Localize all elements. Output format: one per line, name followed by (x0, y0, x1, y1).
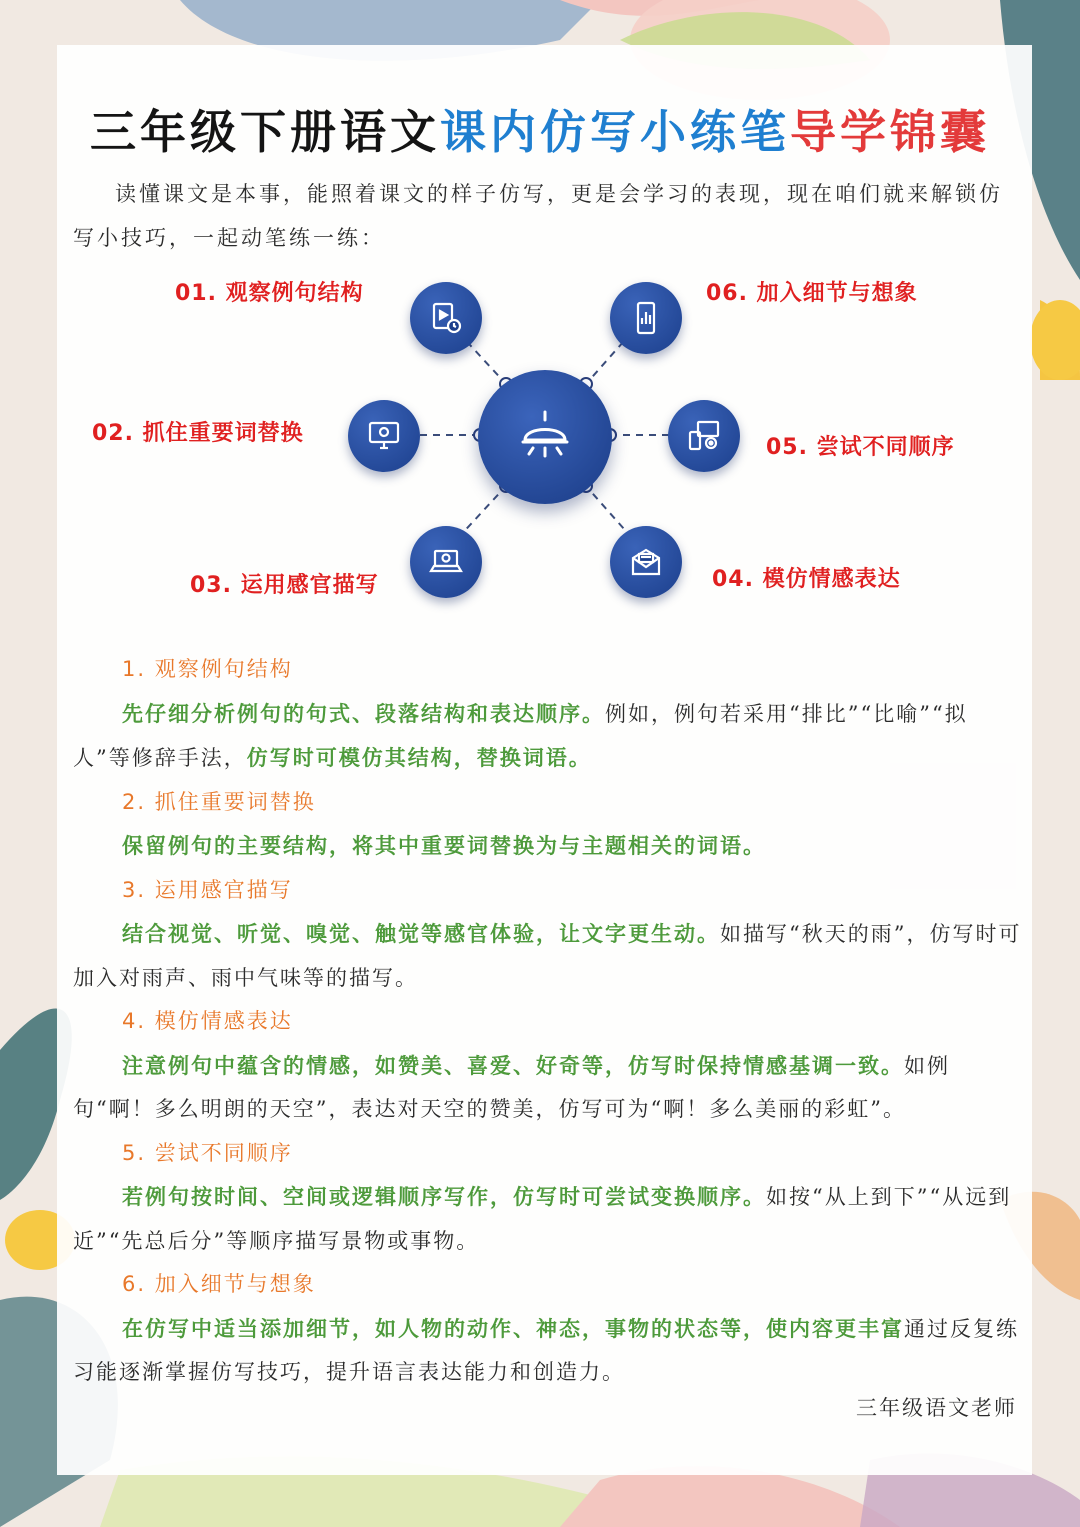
section-1-emphasis-2: 仿写时可模仿其结构，替换词语。 (246, 745, 592, 770)
section-3-emphasis: 结合视觉、听觉、嗅觉、触觉等感官体验，让文字更生动。 (122, 921, 720, 946)
intro-paragraph: 读懂课文是本事，能照着课文的样子仿写，更是会学习的表现，现在咱们就来解锁仿写小技巧，一起动笔练一练： (73, 182, 1003, 250)
video-tablet-icon (428, 300, 464, 336)
node-01 (410, 282, 482, 354)
section-1-body (73, 692, 1023, 781)
diagram-label-06: 06. 加入细节与想象 (706, 281, 918, 306)
section-6-text: 通过反复练习能逐渐掌握仿写技巧，提升语言表达能力和创造力。 (73, 1316, 1019, 1384)
phone-chart-icon (628, 300, 664, 336)
monitor-icon (366, 418, 402, 454)
section-4-heading: 4. 模仿情感表达 (122, 1009, 293, 1033)
section-5-text: 如按“从上到下”“从远到近”“先总后分”等顺序描写景物或事物。 (73, 1185, 1012, 1253)
section-1-text: 例如，例句若采用“排比”“比喻”“拟人”等修辞手法， (73, 701, 968, 770)
page-title (0, 100, 1080, 164)
section-1-emphasis: 先仔细分析例句的句式、段落结构和表达顺序。 (122, 700, 605, 726)
section-3-body (73, 912, 1023, 1000)
node-02 (348, 400, 420, 472)
devices-gear-icon (686, 418, 722, 454)
title-part-2: 课内仿写小练笔 (440, 105, 790, 159)
diagram-label-01: 01. 观察例句结构 (175, 281, 364, 306)
title-part-1: 三年级下册语文 (90, 105, 440, 159)
node-04 (610, 526, 682, 598)
signature: 三年级语文老师 (856, 1396, 1017, 1420)
section-4-emphasis: 注意例句中蕴含的情感，如赞美、喜爱、好奇等，仿写时保持情感基调一致。 (122, 1052, 904, 1078)
mail-icon (628, 544, 664, 580)
section-2-heading: 2. 抓住重要词替换 (122, 789, 316, 814)
diagram-label-02: 02. 抓住重要词替换 (92, 421, 304, 446)
section-6-emphasis: 在仿写中适当添加细节，如人物的动作、神态，事物的状态等，使内容更丰富 (122, 1315, 904, 1341)
node-06 (610, 282, 682, 354)
hub-node (478, 370, 612, 504)
section-1-heading: 1. 观察例句结构 (122, 657, 293, 681)
title-part-3: 导学锦囊 (790, 105, 990, 159)
tips-diagram (0, 260, 1080, 620)
section-2-emphasis: 保留例句的主要结构，将其中重要词替换为与主题相关的词语。 (122, 833, 766, 858)
lamp-icon (515, 404, 575, 464)
section-6-heading: 6. 加入细节与想象 (122, 1272, 316, 1296)
section-3-text: 如描写“秋天的雨”，仿写时可加入对雨声、雨中气味等的描写。 (73, 922, 1022, 990)
section-4-body (73, 1044, 1023, 1132)
section-6-body (73, 1307, 1023, 1395)
diagram-label-03: 03. 运用感官描写 (190, 573, 379, 598)
section-2-body (73, 824, 1023, 869)
section-5-emphasis: 若例句按时间、空间或逻辑顺序写作，仿写时可尝试变换顺序。 (122, 1184, 766, 1209)
section-5-body (73, 1175, 1023, 1263)
node-03 (410, 526, 482, 598)
diagram-label-05: 05. 尝试不同顺序 (766, 435, 955, 460)
tips-content (73, 648, 1023, 1395)
diagram-label-04: 04. 模仿情感表达 (712, 567, 901, 592)
laptop-icon (428, 544, 464, 580)
section-3-heading: 3. 运用感官描写 (122, 877, 293, 902)
section-5-heading: 5. 尝试不同顺序 (122, 1140, 293, 1165)
node-05 (668, 400, 740, 472)
section-4-text: 如例句“啊！多么明朗的天空”，表达对天空的赞美，仿写可为“啊！多么美丽的彩虹”。 (73, 1053, 950, 1121)
